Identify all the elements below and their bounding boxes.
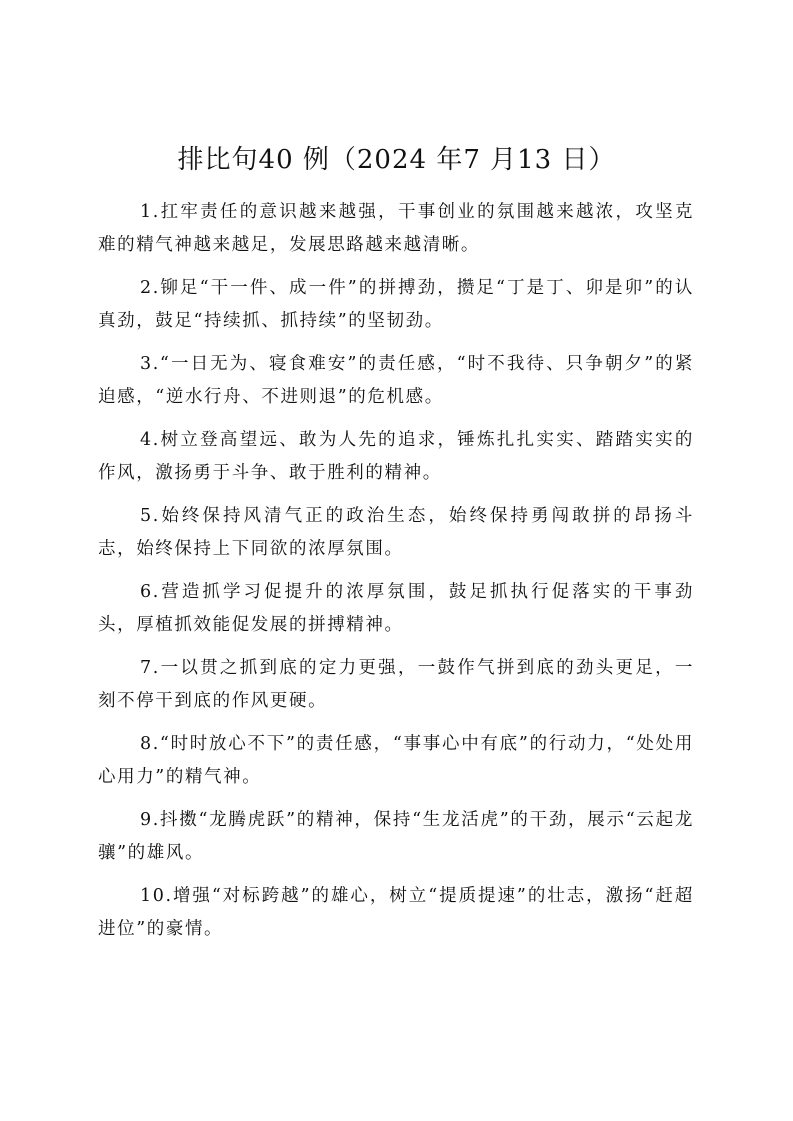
list-item: 3.“一日无为、寝食难安”的责任感，“时不我待、只争朝夕”的紧迫感，“逆水行舟、不进则退”的危机感。 xyxy=(98,354,694,407)
list-item: 6.营造抓学习促提升的浓厚氛围，鼓足抓执行促落实的干事劲头，厚植抓效能促发展的拼搏精神。 xyxy=(98,582,694,635)
list-item: 2.铆足“干一件、成一件”的拼搏劲，攒足“丁是丁、卯是卯”的认真劲，鼓足“持续抓、抓持续”的坚韧劲。 xyxy=(98,278,694,331)
list-item: 10.增强“对标跨越”的雄心，树立“提质提速”的壮志，激扬“赶超进位”的豪情。 xyxy=(98,886,694,939)
list-item: 1.扛牢责任的意识越来越强，干事创业的氛围越来越浓，攻坚克难的精气神越来越足，发展思路越来越清晰。 xyxy=(98,202,694,255)
list-item: 4.树立登高望远、敢为人先的追求，锤炼扎扎实实、踏踏实实的作风，激扬勇于斗争、敢于胜利的精神。 xyxy=(98,430,694,483)
list-item: 5.始终保持风清气正的政治生态，始终保持勇闯敢拼的昂扬斗志，始终保持上下同欲的浓厚氛围。 xyxy=(98,506,694,559)
list-item: 9.抖擞“龙腾虎跃”的精神，保持“生龙活虎”的干劲，展示“云起龙骧”的雄风。 xyxy=(98,810,694,863)
sentence-list xyxy=(98,196,694,956)
list-item: 8.“时时放心不下”的责任感，“事事心中有底”的行动力，“处处用心用力”的精气神。 xyxy=(98,734,694,787)
document-title: 排比句40 例（2024 年7 月13 日） xyxy=(177,145,616,175)
list-item: 7.一以贯之抓到底的定力更强，一鼓作气拼到底的劲头更足，一刻不停干到底的作风更硬。 xyxy=(98,658,694,711)
